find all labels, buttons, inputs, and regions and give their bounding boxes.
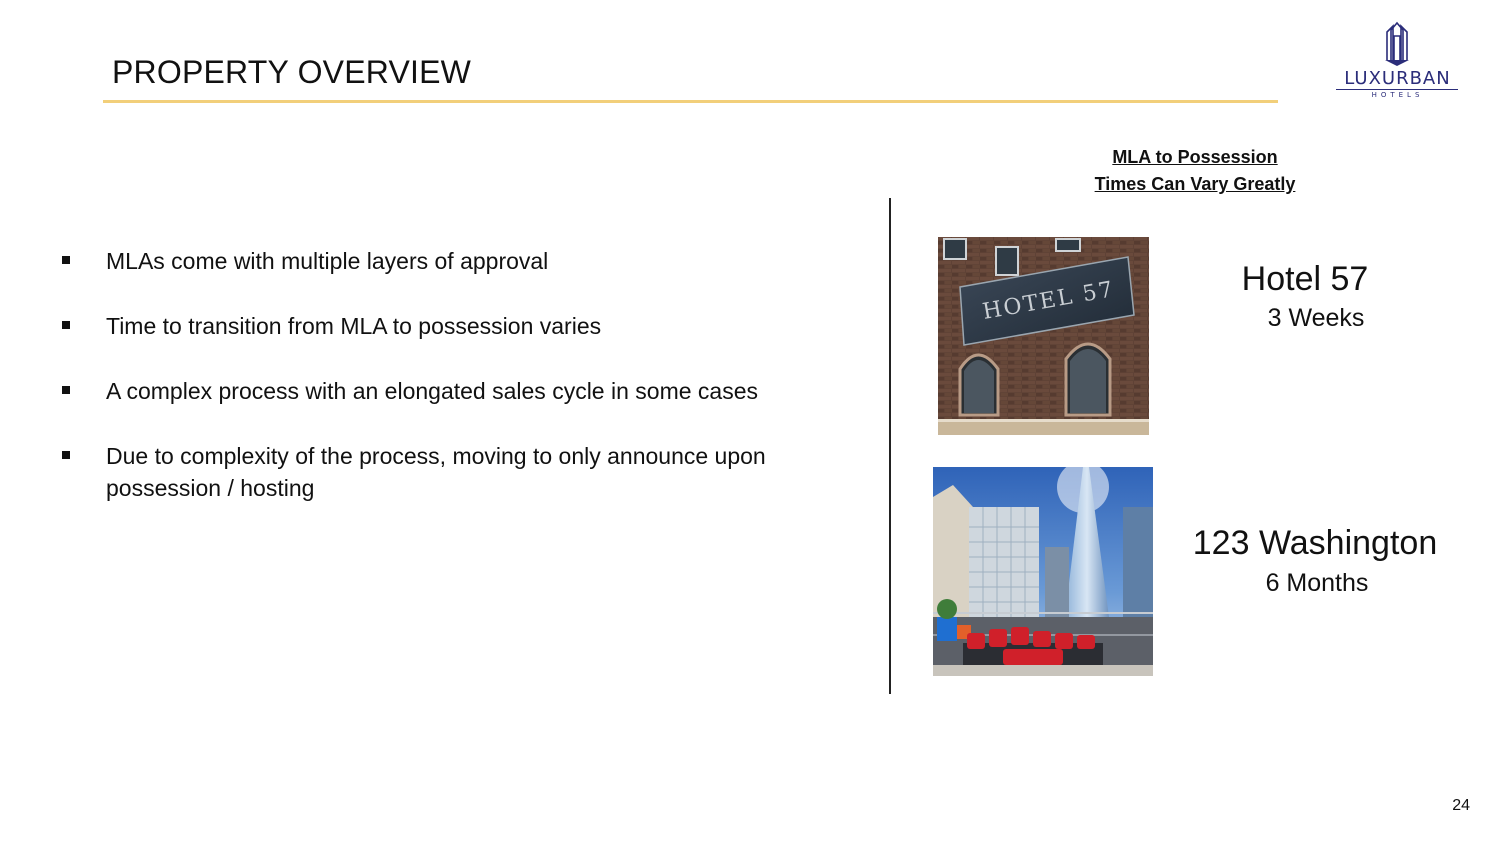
- logo-wordmark: LUXURBAN: [1344, 68, 1451, 89]
- logo-subword: HOTELS: [1371, 91, 1424, 99]
- page-title: PROPERTY OVERVIEW: [112, 54, 472, 90]
- bullet-text: Time to transition from MLA to possession varies: [106, 313, 602, 339]
- bullet-item: [60, 375, 840, 407]
- luxurban-logo: [1330, 20, 1465, 102]
- property-name-123-washington: 123 Washington: [1192, 524, 1438, 562]
- bullet-item: [60, 245, 840, 277]
- bullet-text: A complex process with an elongated sales cycle in some cases: [106, 378, 758, 404]
- bullet-text: Due to complexity of the process, moving to only announce upon possession / hosting: [106, 443, 766, 501]
- svg-text:HOTEL 57: HOTEL 57: [980, 277, 1117, 325]
- property-name-hotel-57: Hotel 57: [1241, 260, 1369, 298]
- square-bullet-icon: [62, 256, 70, 264]
- property-time-hotel-57: 3 Weeks: [1267, 304, 1365, 332]
- bullet-item: [60, 310, 840, 342]
- square-bullet-icon: [62, 386, 70, 394]
- property-time-123-washington: 6 Months: [1265, 569, 1369, 597]
- title-underline: [103, 100, 1278, 103]
- side-heading-line-1: MLA to Possession: [1112, 147, 1278, 167]
- hotel-57-facade-photo: [938, 237, 1149, 435]
- side-heading-line-2: Times Can Vary Greatly: [1094, 174, 1296, 194]
- bullet-list: [60, 245, 840, 537]
- square-bullet-icon: [62, 451, 70, 459]
- logo-rule: [1336, 89, 1458, 90]
- building-logo-icon: [1330, 20, 1465, 68]
- bullet-item: [60, 440, 806, 504]
- rooftop-terrace-skyline-photo: [933, 467, 1153, 676]
- page-number: 24: [1452, 797, 1470, 814]
- vertical-divider: [889, 198, 891, 694]
- bullet-text: MLAs come with multiple layers of approval: [106, 248, 549, 274]
- side-panel-heading: [1070, 144, 1320, 198]
- square-bullet-icon: [62, 321, 70, 329]
